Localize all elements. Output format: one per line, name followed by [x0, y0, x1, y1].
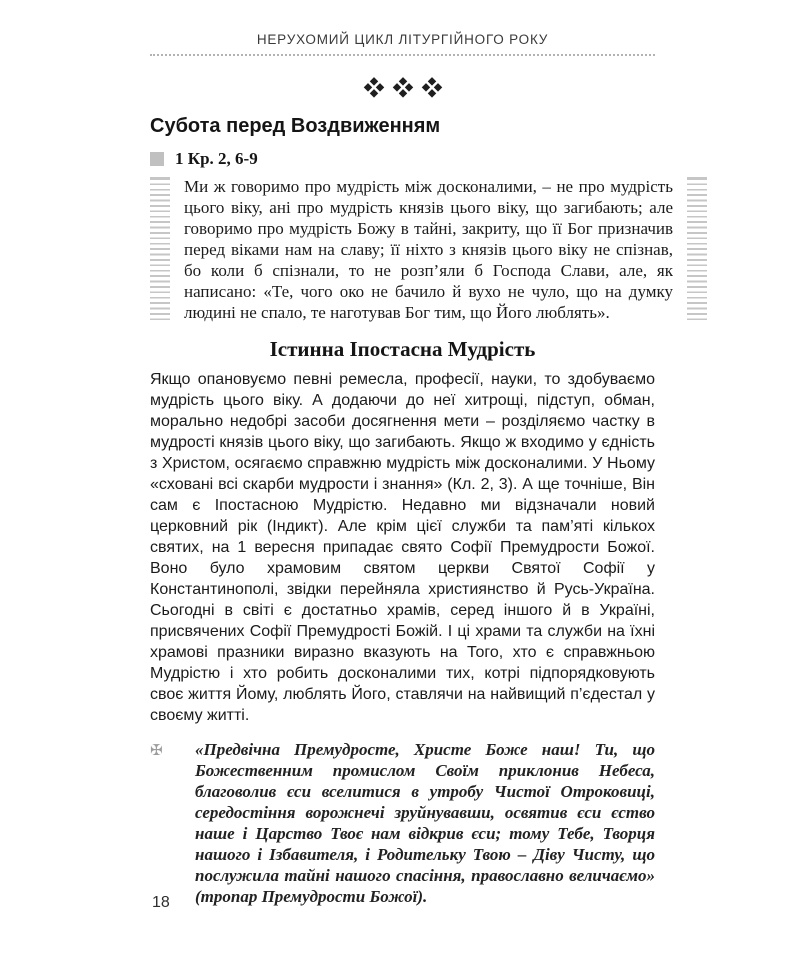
- scripture-reference-row: [150, 149, 655, 169]
- running-head: НЕРУХОМИЙ ЦИКЛ ЛІТУРГІЙНОГО РОКУ: [256, 32, 549, 47]
- article-title: Істинна Іпостасна Мудрість: [269, 337, 536, 361]
- header-dotted-rule: [150, 54, 655, 56]
- section-separator: [150, 80, 655, 96]
- maltese-cross-icon: ✠: [150, 741, 163, 759]
- text-column: [150, 0, 673, 907]
- scripture-text: Ми ж говоримо про мудрість між досконалими, – не про мудрість цього віку, ані про мудрість князів цього віку, що загибають; але говоримо про мудрість Божу в тайні, закриту, що її Бог призначив перед віками нам на славу; її ніхто з князів цього віку не спізнав, бо коли б спізнали, то не розп’яли б Господа Слави, але, як написано: «Те, чого око не бачило й вухо не чуло, що на думку людині не спало, те наготував Бог тим, що Його люблять».: [184, 177, 673, 322]
- troparion-block: [150, 739, 655, 907]
- diamond-cluster-icon: [393, 77, 413, 97]
- square-bullet-icon: [150, 152, 164, 166]
- diamond-cluster-icon: [422, 77, 442, 97]
- dash-rule-gutter-right: [687, 176, 707, 323]
- troparion-text: «Предвічна Премудросте, Христе Боже наш! Ти, що Божественним промислом Своїм приклонив Небеса, благоволив єси вселитися в утробу Чистої Отроковиці, середостіння ворожнечі зруйнувавши, освятив єси єство наше і Царство Твоє нам відкрив єси; тому Тебе, Творця нашого і Ізбавителя, і Родительку Твою – Діву Чисту, що послужила тайні нашого спасіння, православно величаємо» (тропар Премудрости Божої).: [195, 740, 655, 906]
- diamond-cluster-icon: [364, 77, 384, 97]
- section-title: Субота перед Воздвиженням: [150, 115, 441, 137]
- dash-rule-gutter-left: [150, 176, 170, 323]
- page-number: 18: [152, 894, 170, 911]
- article-body: Якщо опановуємо певні ремесла, професії, науки, то здобуваємо мудрість цього віку. А додаючи до неї хитрощі, підступ, обман, морально недобрі засоби досягнення мети – розділяємо частку в мудрості князів цього віку, що загибають. Якщо ж входимо у єдність з Христом, осягаємо справжню мудрість між досконалими. У Ньому «сховані всі скарби мудрости і знання» (Кл. 2, 3). А ще точніше, Він сам є Іпостасною Мудрістю. Недавно ми відзначали новий церковний рік (Індикт). Але крім цієї служби та пам’яті кількох святих, на 1 вересня припадає свято Софії Премудрости Божої. Воно було храмовим святом церкви Святої Софії у Константинополі, звідки перейняла християнство й Русь-Україна. Сьогодні в світі є достатньо храмів, серед іншого й в Україні, присвячених Софії Премудрості Божій. І ці храми та служби на їхні храмові празники виразно вказують на Того, хто є справжньою Мудрістю і хто робить досконалими тих, котрі підпорядковують своє життя Йому, люблять Його, ставлячи на найвищий п’єдестал у своєму житті.: [150, 371, 655, 724]
- scripture-block: [150, 176, 707, 323]
- scripture-reference: 1 Кр. 2, 6-9: [175, 149, 258, 168]
